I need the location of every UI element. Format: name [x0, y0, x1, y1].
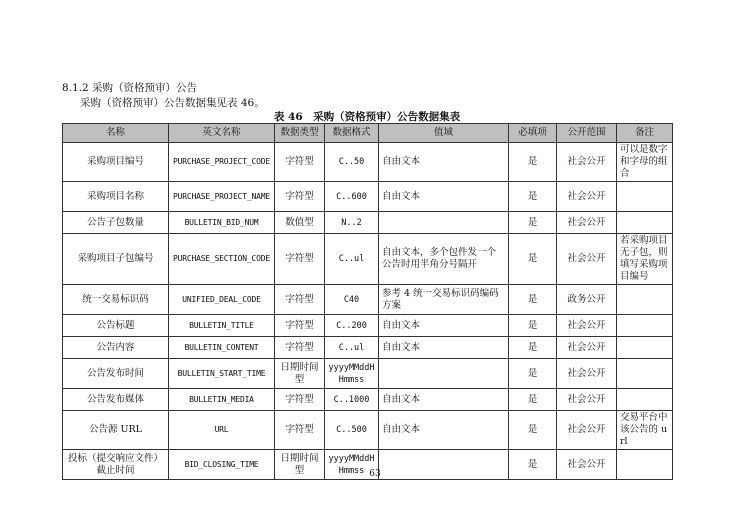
cell-remarks: 交易平台中该公告的 url	[617, 411, 673, 450]
cell-disclosure-scope: 社会公开	[557, 212, 617, 234]
cell-required: 是	[509, 450, 557, 480]
cell-name: 公告发布时间	[63, 359, 169, 389]
cell-data-format: C..50	[325, 143, 379, 182]
cell-name: 采购项目子包编号	[63, 234, 169, 285]
cell-value-range	[379, 212, 509, 234]
cell-required: 是	[509, 285, 557, 315]
table-row	[63, 212, 673, 234]
cell-remarks	[617, 212, 673, 234]
section-intro: 采购（资格预审）公告数据集见表 46。	[80, 97, 265, 109]
table-row	[63, 359, 673, 389]
cell-required: 是	[509, 359, 557, 389]
table-row	[63, 182, 673, 212]
cell-remarks	[617, 337, 673, 359]
cell-disclosure-scope: 社会公开	[557, 450, 617, 480]
table-row	[63, 411, 673, 450]
cell-data-format: C..1000	[325, 389, 379, 411]
cell-data-format: C..500	[325, 411, 379, 450]
cell-data-format: yyyyMMddHHmmss	[325, 359, 379, 389]
cell-english-name: PURCHASE_PROJECT_NAME	[169, 182, 275, 212]
table-row	[63, 285, 673, 315]
cell-name: 统一交易标识码	[63, 285, 169, 315]
cell-english-name: BULLETIN_TITLE	[169, 315, 275, 337]
cell-required: 是	[509, 212, 557, 234]
cell-english-name: UNIFIED_DEAL_CODE	[169, 285, 275, 315]
cell-data-type: 字符型	[275, 337, 325, 359]
table-row	[63, 389, 673, 411]
cell-required: 是	[509, 143, 557, 182]
cell-remarks	[617, 389, 673, 411]
cell-disclosure-scope: 社会公开	[557, 182, 617, 212]
cell-english-name: PURCHASE_SECTION_CODE	[169, 234, 275, 285]
table-header-row	[63, 124, 673, 143]
cell-data-type: 日期时间型	[275, 359, 325, 389]
cell-data-format: C..200	[325, 315, 379, 337]
cell-name: 公告内容	[63, 337, 169, 359]
cell-disclosure-scope: 社会公开	[557, 389, 617, 411]
cell-remarks	[617, 182, 673, 212]
cell-data-format: yyyyMMddHHmmss	[325, 450, 379, 480]
cell-disclosure-scope: 社会公开	[557, 143, 617, 182]
table-row	[63, 143, 673, 182]
col-header-english-name: 英文名称	[169, 124, 275, 143]
dataset-table	[62, 123, 673, 480]
cell-data-format: C40	[325, 285, 379, 315]
cell-data-type: 字符型	[275, 389, 325, 411]
cell-data-format: C..ul	[325, 337, 379, 359]
cell-disclosure-scope: 政务公开	[557, 285, 617, 315]
cell-data-format: N..2	[325, 212, 379, 234]
cell-remarks	[617, 315, 673, 337]
cell-english-name: BID_CLOSING_TIME	[169, 450, 275, 480]
cell-disclosure-scope: 社会公开	[557, 359, 617, 389]
cell-disclosure-scope: 社会公开	[557, 234, 617, 285]
cell-english-name: BULLETIN_MEDIA	[169, 389, 275, 411]
cell-disclosure-scope: 社会公开	[557, 411, 617, 450]
cell-data-format: C..ul	[325, 234, 379, 285]
table-row	[63, 234, 673, 285]
col-header-name: 名称	[63, 124, 169, 143]
cell-english-name: BULLETIN_CONTENT	[169, 337, 275, 359]
col-header-disclosure-scope: 公开范围	[557, 124, 617, 143]
cell-remarks	[617, 285, 673, 315]
cell-value-range: 自由文本	[379, 337, 509, 359]
cell-name: 公告标题	[63, 315, 169, 337]
page-number: 63	[369, 469, 381, 479]
cell-value-range: 自由文本	[379, 143, 509, 182]
section-heading: 8.1.2 采购（资格预审）公告	[62, 82, 198, 94]
cell-data-type: 字符型	[275, 143, 325, 182]
cell-value-range	[379, 359, 509, 389]
cell-data-type: 字符型	[275, 182, 325, 212]
col-header-required: 必填项	[509, 124, 557, 143]
cell-name: 投标（提交响应文件）截止时间	[63, 450, 169, 480]
cell-name: 采购项目名称	[63, 182, 169, 212]
table-row	[63, 337, 673, 359]
cell-english-name: BULLETIN_BID_NUM	[169, 212, 275, 234]
cell-data-type: 字符型	[275, 315, 325, 337]
col-header-value-range: 值域	[379, 124, 509, 143]
cell-disclosure-scope: 社会公开	[557, 315, 617, 337]
cell-value-range: 自由文本	[379, 315, 509, 337]
cell-required: 是	[509, 315, 557, 337]
table-caption: 表 46 采购（资格预审）公告数据集表	[273, 111, 461, 123]
cell-required: 是	[509, 234, 557, 285]
cell-name: 公告子包数量	[63, 212, 169, 234]
cell-data-type: 字符型	[275, 285, 325, 315]
cell-remarks: 若采购项目无子包，则填写采购项目编号	[617, 234, 673, 285]
cell-data-type: 字符型	[275, 234, 325, 285]
col-header-data-type: 数据类型	[275, 124, 325, 143]
col-header-data-format: 数据格式	[325, 124, 379, 143]
cell-english-name: BULLETIN_START_TIME	[169, 359, 275, 389]
cell-required: 是	[509, 182, 557, 212]
cell-name: 公告源 URL	[63, 411, 169, 450]
cell-value-range: 自由文本，多个包件发一个公告时用半角分号隔开	[379, 234, 509, 285]
cell-data-format: C..600	[325, 182, 379, 212]
cell-remarks	[617, 359, 673, 389]
cell-disclosure-scope: 社会公开	[557, 337, 617, 359]
table-row	[63, 315, 673, 337]
cell-value-range: 自由文本	[379, 182, 509, 212]
cell-value-range: 自由文本	[379, 411, 509, 450]
cell-required: 是	[509, 411, 557, 450]
cell-name: 公告发布媒体	[63, 389, 169, 411]
cell-english-name: URL	[169, 411, 275, 450]
cell-name: 采购项目编号	[63, 143, 169, 182]
cell-english-name: PURCHASE_PROJECT_CODE	[169, 143, 275, 182]
cell-value-range: 自由文本	[379, 389, 509, 411]
cell-value-range: 参考 4 统一交易标识码编码方案	[379, 285, 509, 315]
cell-data-type: 日期时间型	[275, 450, 325, 480]
cell-required: 是	[509, 337, 557, 359]
cell-required: 是	[509, 389, 557, 411]
col-header-remarks: 备注	[617, 124, 673, 143]
cell-remarks: 可以是数字和字母的组合	[617, 143, 673, 182]
cell-data-type: 字符型	[275, 411, 325, 450]
cell-data-type: 数值型	[275, 212, 325, 234]
